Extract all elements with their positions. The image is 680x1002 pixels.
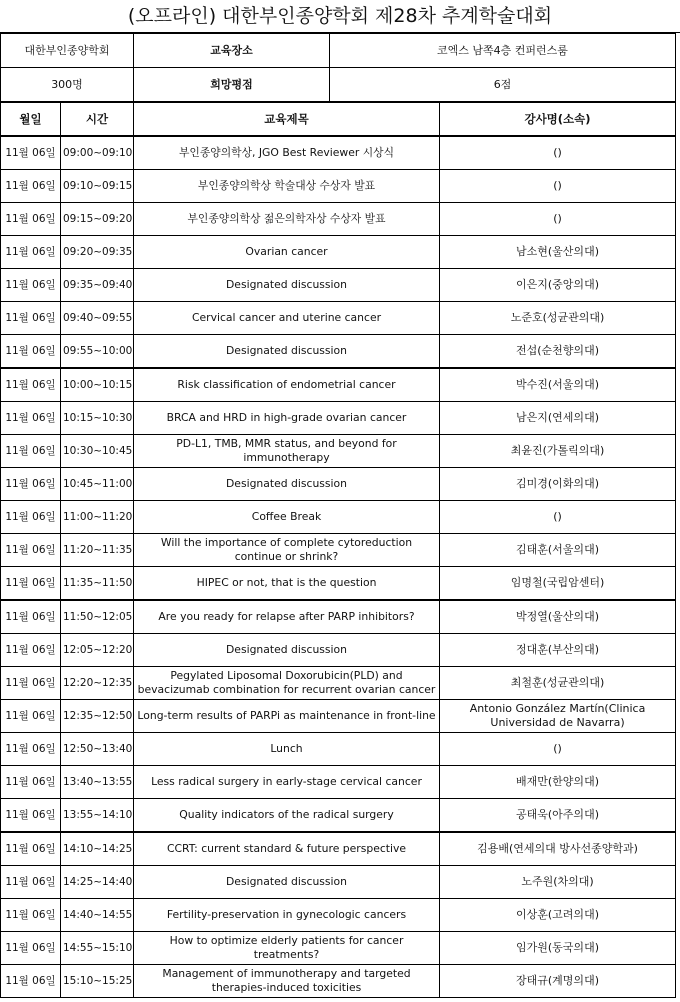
schedule-row xyxy=(1,368,676,402)
schedule-row xyxy=(1,733,676,766)
speaker-cell: 노주원(차의대) xyxy=(440,866,676,899)
topic-cell: Quality indicators of the radical surgery xyxy=(134,799,440,833)
time-cell: 14:55~15:10 xyxy=(61,932,134,965)
time-cell: 09:35~09:40 xyxy=(61,269,134,302)
speaker-cell: 이은지(중앙의대) xyxy=(440,269,676,302)
date-cell: 11월 06일 xyxy=(1,567,61,601)
schedule-row xyxy=(1,899,676,932)
schedule-row xyxy=(1,435,676,468)
schedule-row xyxy=(1,302,676,335)
speaker-cell: () xyxy=(440,170,676,203)
topic-cell: How to optimize elderly patients for cancer treatments? xyxy=(134,932,440,965)
time-cell: 12:50~13:40 xyxy=(61,733,134,766)
speaker-cell: 남은지(연세의대) xyxy=(440,402,676,435)
date-cell: 11월 06일 xyxy=(1,402,61,435)
topic-cell: Designated discussion xyxy=(134,634,440,667)
schedule-row xyxy=(1,700,676,733)
date-cell: 11월 06일 xyxy=(1,335,61,369)
speaker-cell: 최윤진(가톨릭의대) xyxy=(440,435,676,468)
topic-cell: Coffee Break xyxy=(134,501,440,534)
date-cell: 11월 06일 xyxy=(1,965,61,998)
topic-cell: 부인종양의학상 학술대상 수상자 발표 xyxy=(134,170,440,203)
topic-cell: Pegylated Liposomal Doxorubicin(PLD) and bevacizumab combination for recurrent ovarian cancer xyxy=(134,667,440,700)
venue-value: 코엑스 남쪽4층 컨퍼런스룸 xyxy=(330,34,676,68)
time-cell: 09:20~09:35 xyxy=(61,236,134,269)
column-header-date: 월일 xyxy=(1,103,61,137)
schedule-row xyxy=(1,866,676,899)
schedule-row xyxy=(1,534,676,567)
topic-cell: Ovarian cancer xyxy=(134,236,440,269)
date-cell: 11월 06일 xyxy=(1,435,61,468)
time-cell: 09:10~09:15 xyxy=(61,170,134,203)
time-cell: 12:35~12:50 xyxy=(61,700,134,733)
time-cell: 12:05~12:20 xyxy=(61,634,134,667)
time-cell: 11:50~12:05 xyxy=(61,600,134,634)
schedule-row xyxy=(1,600,676,634)
topic-cell: 부인종양의학상, JGO Best Reviewer 시상식 xyxy=(134,136,440,170)
time-cell: 10:00~10:15 xyxy=(61,368,134,402)
date-cell: 11월 06일 xyxy=(1,700,61,733)
date-cell: 11월 06일 xyxy=(1,932,61,965)
date-cell: 11월 06일 xyxy=(1,799,61,833)
topic-cell: Risk classification of endometrial cancer xyxy=(134,368,440,402)
topic-cell: CCRT: current standard & future perspective xyxy=(134,832,440,866)
time-cell: 09:40~09:55 xyxy=(61,302,134,335)
speaker-cell: 공태욱(아주의대) xyxy=(440,799,676,833)
speaker-cell: 이상훈(고려의대) xyxy=(440,899,676,932)
schedule-row xyxy=(1,170,676,203)
speaker-cell: 장태규(계명의대) xyxy=(440,965,676,998)
date-cell: 11월 06일 xyxy=(1,236,61,269)
date-cell: 11월 06일 xyxy=(1,302,61,335)
schedule-row xyxy=(1,766,676,799)
date-cell: 11월 06일 xyxy=(1,634,61,667)
points-value: 6점 xyxy=(330,68,676,102)
time-cell: 13:40~13:55 xyxy=(61,766,134,799)
time-cell: 11:00~11:20 xyxy=(61,501,134,534)
time-cell: 10:15~10:30 xyxy=(61,402,134,435)
schedule-row xyxy=(1,501,676,534)
schedule-table xyxy=(0,102,676,998)
date-cell: 11월 06일 xyxy=(1,832,61,866)
schedule-row xyxy=(1,965,676,998)
speaker-cell: () xyxy=(440,501,676,534)
speaker-cell: 임명철(국립암센터) xyxy=(440,567,676,601)
time-cell: 09:55~10:00 xyxy=(61,335,134,369)
schedule-row xyxy=(1,335,676,369)
date-cell: 11월 06일 xyxy=(1,203,61,236)
schedule-row xyxy=(1,203,676,236)
schedule-row xyxy=(1,799,676,833)
topic-cell: Are you ready for relapse after PARP inhibitors? xyxy=(134,600,440,634)
topic-cell: Designated discussion xyxy=(134,468,440,501)
time-cell: 10:45~11:00 xyxy=(61,468,134,501)
date-cell: 11월 06일 xyxy=(1,269,61,302)
topic-cell: Long-term results of PARPi as maintenance in front-line xyxy=(134,700,440,733)
schedule-row xyxy=(1,634,676,667)
time-cell: 14:10~14:25 xyxy=(61,832,134,866)
venue-label: 교육장소 xyxy=(134,34,330,68)
schedule-row xyxy=(1,468,676,501)
date-cell: 11월 06일 xyxy=(1,468,61,501)
speaker-cell: 박수진(서울의대) xyxy=(440,368,676,402)
date-cell: 11월 06일 xyxy=(1,733,61,766)
schedule-row xyxy=(1,932,676,965)
date-cell: 11월 06일 xyxy=(1,534,61,567)
column-header-time: 시간 xyxy=(61,103,134,137)
date-cell: 11월 06일 xyxy=(1,866,61,899)
speaker-cell: 김태훈(서울의대) xyxy=(440,534,676,567)
topic-cell: BRCA and HRD in high-grade ovarian cancer xyxy=(134,402,440,435)
points-label: 희망평점 xyxy=(134,68,330,102)
time-cell: 09:15~09:20 xyxy=(61,203,134,236)
time-cell: 09:00~09:10 xyxy=(61,136,134,170)
time-cell: 14:40~14:55 xyxy=(61,899,134,932)
topic-cell: 부인종양의학상 젊은의학자상 수상자 발표 xyxy=(134,203,440,236)
speaker-cell: 김용배(연세의대 방사선종양학과) xyxy=(440,832,676,866)
topic-cell: Less radical surgery in early-stage cervical cancer xyxy=(134,766,440,799)
speaker-cell: 전섭(순천향의대) xyxy=(440,335,676,369)
organizer-cell: 대한부인종양학회 xyxy=(1,34,134,68)
topic-cell: HIPEC or not, that is the question xyxy=(134,567,440,601)
event-info-table xyxy=(0,33,676,102)
time-cell: 10:30~10:45 xyxy=(61,435,134,468)
date-cell: 11월 06일 xyxy=(1,136,61,170)
speaker-cell: Antonio González Martín(Clinica Universidad de Navarra) xyxy=(440,700,676,733)
page-title: (오프라인) 대한부인종양학회 제28차 추계학술대회 xyxy=(0,0,680,33)
date-cell: 11월 06일 xyxy=(1,766,61,799)
speaker-cell: 최철훈(성균관의대) xyxy=(440,667,676,700)
topic-cell: PD-L1, TMB, MMR status, and beyond for immunotherapy xyxy=(134,435,440,468)
topic-cell: Designated discussion xyxy=(134,335,440,369)
speaker-cell: 남소현(울산의대) xyxy=(440,236,676,269)
topic-cell: Will the importance of complete cytoreduction continue or shrink? xyxy=(134,534,440,567)
speaker-cell: 노준호(성균관의대) xyxy=(440,302,676,335)
info-row-venue xyxy=(1,34,676,68)
time-cell: 15:10~15:25 xyxy=(61,965,134,998)
speaker-cell: 박정열(울산의대) xyxy=(440,600,676,634)
schedule-row xyxy=(1,236,676,269)
time-cell: 12:20~12:35 xyxy=(61,667,134,700)
speaker-cell: () xyxy=(440,136,676,170)
schedule-row xyxy=(1,269,676,302)
column-header-topic: 교육제목 xyxy=(134,103,440,137)
date-cell: 11월 06일 xyxy=(1,368,61,402)
time-cell: 14:25~14:40 xyxy=(61,866,134,899)
topic-cell: Cervical cancer and uterine cancer xyxy=(134,302,440,335)
schedule-header-row xyxy=(1,103,676,137)
topic-cell: Management of immunotherapy and targeted therapies-induced toxicities xyxy=(134,965,440,998)
time-cell: 13:55~14:10 xyxy=(61,799,134,833)
topic-cell: Designated discussion xyxy=(134,269,440,302)
topic-cell: Designated discussion xyxy=(134,866,440,899)
speaker-cell: 김미경(이화의대) xyxy=(440,468,676,501)
time-cell: 11:20~11:35 xyxy=(61,534,134,567)
speaker-cell: 배재만(한양의대) xyxy=(440,766,676,799)
date-cell: 11월 06일 xyxy=(1,899,61,932)
schedule-row xyxy=(1,567,676,601)
speaker-cell: () xyxy=(440,203,676,236)
date-cell: 11월 06일 xyxy=(1,667,61,700)
speaker-cell: () xyxy=(440,733,676,766)
date-cell: 11월 06일 xyxy=(1,170,61,203)
date-cell: 11월 06일 xyxy=(1,501,61,534)
speaker-cell: 임가원(동국의대) xyxy=(440,932,676,965)
speaker-cell: 정대훈(부산의대) xyxy=(440,634,676,667)
date-cell: 11월 06일 xyxy=(1,600,61,634)
schedule-row xyxy=(1,136,676,170)
schedule-row xyxy=(1,832,676,866)
schedule-body xyxy=(1,136,676,998)
capacity-cell: 300명 xyxy=(1,68,134,102)
schedule-row xyxy=(1,667,676,700)
info-row-points xyxy=(1,68,676,102)
column-header-speaker: 강사명(소속) xyxy=(440,103,676,137)
topic-cell: Lunch xyxy=(134,733,440,766)
topic-cell: Fertility-preservation in gynecologic cancers xyxy=(134,899,440,932)
schedule-row xyxy=(1,402,676,435)
time-cell: 11:35~11:50 xyxy=(61,567,134,601)
